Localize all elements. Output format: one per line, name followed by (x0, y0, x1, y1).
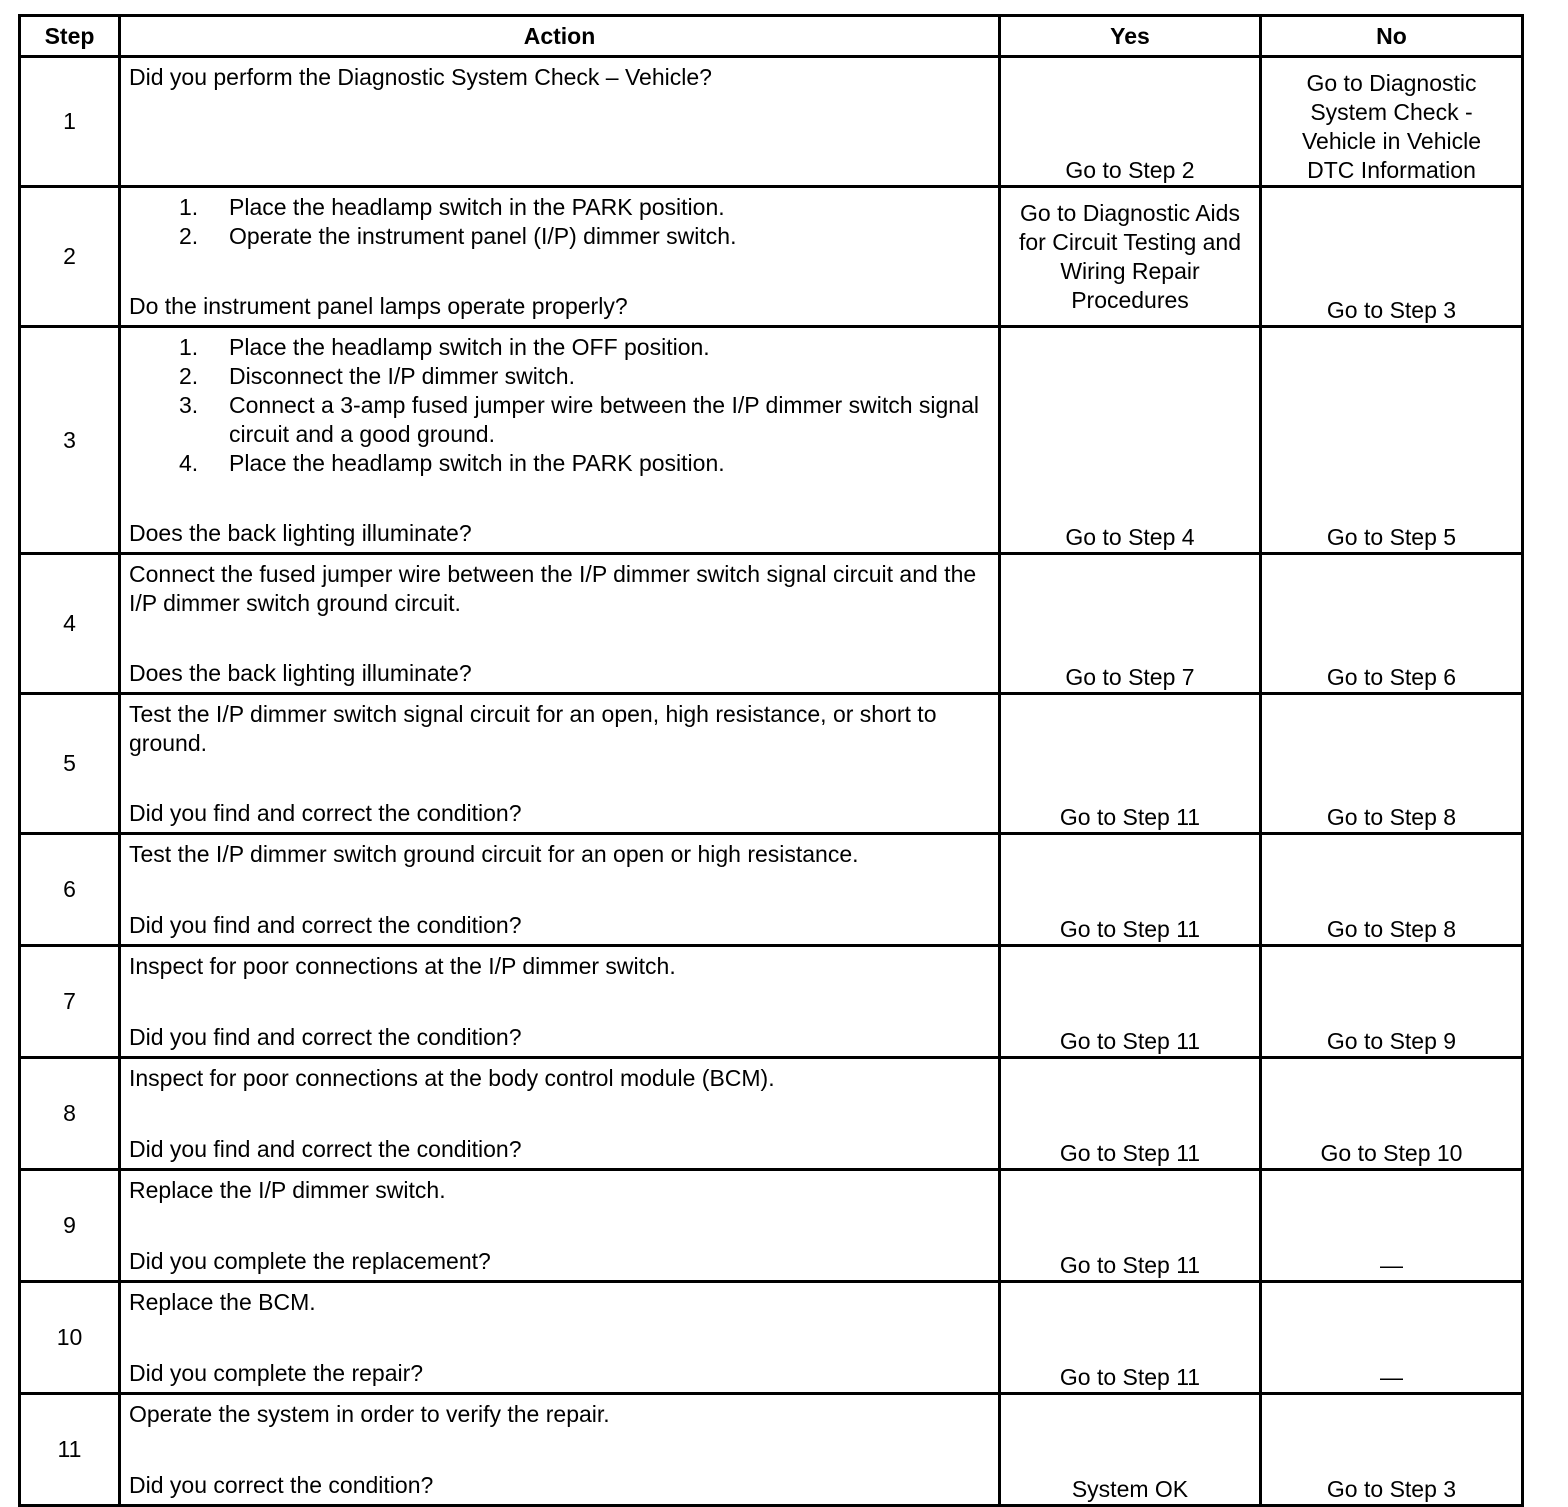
yes-result-text: Go to Step 7 (1065, 664, 1195, 690)
step-number: 5 (20, 694, 120, 834)
no-result-text: Go to Diagnostic System Check - Vehicle in Vehicle DTC Information (1301, 70, 1481, 183)
no-result-text: Go to Step 6 (1326, 664, 1457, 690)
table-row (20, 834, 1523, 946)
substep-text: Operate the instrument panel (I/P) dimmer switch. (229, 223, 737, 249)
yes-result-text: Go to Step 11 (1059, 1140, 1201, 1166)
action-cell (120, 187, 1000, 327)
step-number: 4 (20, 554, 120, 694)
yes-result (1000, 694, 1261, 834)
no-result-text: Go to Step 5 (1326, 524, 1457, 550)
no-result-text: Go to Step 9 (1326, 1028, 1457, 1054)
yes-result (1000, 57, 1261, 187)
no-result-text: Go to Step 3 (1326, 1476, 1457, 1502)
action-question: Did you find and correct the condition? (129, 800, 522, 826)
step-number: 11 (20, 1394, 120, 1506)
table-body (20, 57, 1523, 1506)
action-question: Do the instrument panel lamps operate properly? (129, 293, 628, 319)
step-number: 3 (20, 327, 120, 554)
no-result-text: Go to Step 3 (1326, 297, 1457, 323)
no-result (1261, 1170, 1523, 1282)
action-cell (120, 694, 1000, 834)
no-result-text: — (1380, 1252, 1403, 1278)
table-row (20, 57, 1523, 187)
substep-number: 2. (179, 363, 199, 389)
action-cell (120, 1282, 1000, 1394)
action-text: Replace the BCM. (129, 1289, 316, 1315)
action-text: Connect the fused jumper wire between the I/P dimmer switch signal circuit and the I/P dimmer switch ground circuit. (129, 561, 977, 616)
action-question: Does the back lighting illuminate? (129, 660, 472, 686)
substep-item (179, 362, 990, 391)
table-row (20, 187, 1523, 327)
no-result (1261, 946, 1523, 1058)
yes-result-text: Go to Step 11 (1059, 1364, 1201, 1390)
substep-number: 1. (179, 194, 199, 220)
action-cell (120, 1170, 1000, 1282)
action-text: Did you perform the Diagnostic System Check – Vehicle? (129, 64, 712, 90)
action-text: Replace the I/P dimmer switch. (129, 1177, 446, 1203)
yes-result-text: Go to Step 11 (1059, 804, 1201, 830)
no-result-text: — (1380, 1364, 1403, 1390)
no-result (1261, 554, 1523, 694)
substep-item (179, 222, 990, 251)
table-row (20, 554, 1523, 694)
substep-number: 1. (179, 334, 199, 360)
substep-text: Place the headlamp switch in the PARK position. (229, 194, 725, 220)
yes-result (1000, 1058, 1261, 1170)
substep-text: Disconnect the I/P dimmer switch. (229, 363, 575, 389)
yes-result (1000, 554, 1261, 694)
yes-result-text: Go to Step 11 (1059, 1028, 1201, 1054)
yes-result-text: Go to Step 2 (1065, 157, 1195, 183)
step-number: 9 (20, 1170, 120, 1282)
substep-number: 3. (179, 392, 199, 418)
table-row (20, 1394, 1523, 1506)
yes-result-text: Go to Step 4 (1065, 524, 1195, 550)
substep-text: Place the headlamp switch in the OFF position. (229, 334, 710, 360)
header-no: No (1261, 16, 1523, 57)
no-result (1261, 694, 1523, 834)
no-result (1261, 187, 1523, 327)
table-row (20, 1058, 1523, 1170)
no-result (1261, 1282, 1523, 1394)
yes-result (1000, 187, 1261, 327)
yes-result-text: Go to Diagnostic Aids for Circuit Testing and Wiring Repair Procedures (1018, 199, 1241, 313)
substep-item (179, 449, 990, 478)
no-result-text: Go to Step 10 (1320, 1140, 1463, 1166)
yes-result-text: Go to Step 11 (1059, 1252, 1201, 1278)
yes-result (1000, 1282, 1261, 1394)
no-result-text: Go to Step 8 (1326, 804, 1457, 830)
action-cell (120, 1058, 1000, 1170)
yes-result (1000, 1394, 1261, 1506)
yes-result-text: Go to Step 11 (1059, 916, 1201, 942)
step-number: 2 (20, 187, 120, 327)
yes-result (1000, 946, 1261, 1058)
action-cell (120, 1394, 1000, 1506)
action-question: Did you complete the repair? (129, 1360, 424, 1386)
step-number: 10 (20, 1282, 120, 1394)
action-question: Did you correct the condition? (129, 1472, 434, 1498)
no-result (1261, 834, 1523, 946)
action-question: Does the back lighting illuminate? (129, 520, 472, 546)
substep-text: Connect a 3-amp fused jumper wire between the I/P dimmer switch signal circuit and a good ground. (229, 392, 979, 447)
table-row (20, 694, 1523, 834)
substep-number: 2. (179, 223, 199, 249)
action-text: Test the I/P dimmer switch ground circuit for an open or high resistance. (129, 841, 859, 867)
action-question: Did you find and correct the condition? (129, 1024, 522, 1050)
substep-text: Place the headlamp switch in the PARK position. (229, 450, 725, 476)
action-cell (120, 57, 1000, 187)
action-cell (120, 554, 1000, 694)
action-cell (120, 834, 1000, 946)
action-question: Did you find and correct the condition? (129, 1136, 522, 1162)
action-cell (120, 327, 1000, 554)
table-row (20, 1170, 1523, 1282)
no-result (1261, 1394, 1523, 1506)
substep-item (179, 391, 990, 449)
table-row (20, 946, 1523, 1058)
action-question: Did you find and correct the condition? (129, 912, 522, 938)
no-result-text: Go to Step 8 (1326, 916, 1457, 942)
diagnostic-table (18, 14, 1524, 1507)
step-number: 7 (20, 946, 120, 1058)
table-row (20, 327, 1523, 554)
step-number: 1 (20, 57, 120, 187)
no-result (1261, 57, 1523, 187)
no-result (1261, 1058, 1523, 1170)
action-cell (120, 946, 1000, 1058)
no-result (1261, 327, 1523, 554)
substep-list (129, 333, 990, 478)
action-question: Did you complete the replacement? (129, 1248, 491, 1274)
substep-number: 4. (179, 450, 199, 476)
yes-result (1000, 327, 1261, 554)
yes-result (1000, 834, 1261, 946)
action-text: Inspect for poor connections at the I/P dimmer switch. (129, 953, 676, 979)
substep-item (179, 333, 990, 362)
yes-result (1000, 1170, 1261, 1282)
header-yes: Yes (1000, 16, 1261, 57)
table-header-row (20, 16, 1523, 57)
table-row (20, 1282, 1523, 1394)
action-text: Test the I/P dimmer switch signal circuit for an open, high resistance, or short to ground. (129, 701, 937, 756)
substep-list (129, 193, 990, 251)
substep-item (179, 193, 990, 222)
action-text: Operate the system in order to verify the repair. (129, 1401, 610, 1427)
yes-result-text: System OK (1071, 1476, 1189, 1502)
header-step: Step (20, 16, 120, 57)
step-number: 8 (20, 1058, 120, 1170)
step-number: 6 (20, 834, 120, 946)
header-action: Action (120, 16, 1000, 57)
action-text: Inspect for poor connections at the body control module (BCM). (129, 1065, 775, 1091)
